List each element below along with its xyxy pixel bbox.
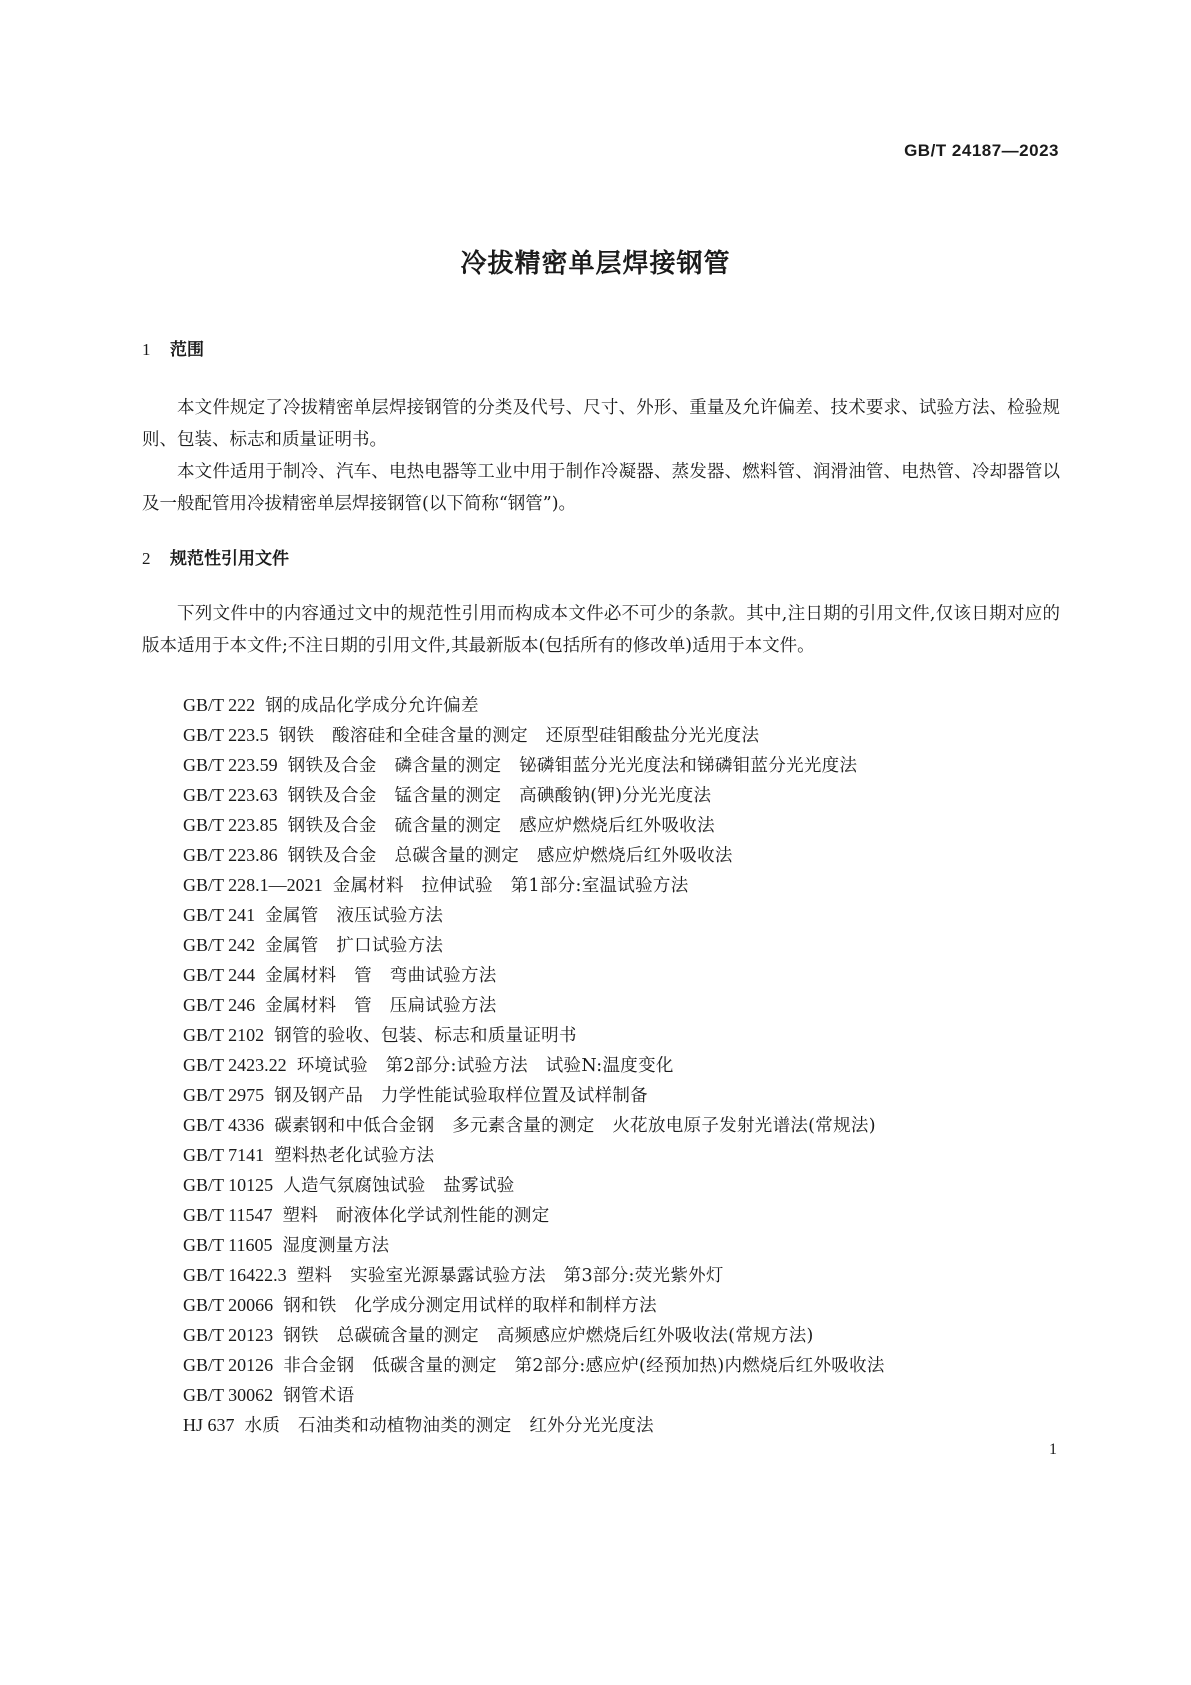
reference-title: 塑料 实验室光源暴露试验方法 第3部分:荧光紫外灯 — [296, 1266, 724, 1286]
reference-code: GB/T 2975 — [183, 1085, 265, 1105]
page-number: 1 — [1049, 1441, 1057, 1458]
section-2-heading — [142, 544, 289, 569]
reference-title: 钢铁及合金 磷含量的测定 铋磷钼蓝分光光度法和锑磷钼蓝分光光度法 — [287, 756, 858, 776]
section-title: 范围 — [170, 340, 204, 360]
reference-code: GB/T 20066 — [183, 1295, 274, 1315]
reference-code: GB/T 7141 — [183, 1145, 265, 1165]
reference-item — [183, 1230, 1063, 1260]
standard-code: GB/T 24187—2023 — [904, 141, 1059, 160]
reference-code: GB/T 2102 — [183, 1025, 265, 1045]
section-2-paragraph-1: 下列文件中的内容通过文中的规范性引用而构成本文件必不可少的条款。其中,注日期的引用文件,仅该日期对应的版本适用于本文件;不注日期的引用文件,其最新版本(包括所有的修改单)适用于本文件。 — [142, 604, 1060, 656]
reference-item — [183, 1080, 1063, 1110]
reference-item — [183, 840, 1063, 870]
reference-title: 水质 石油类和动植物油类的测定 红外分光光度法 — [244, 1416, 654, 1436]
reference-item — [183, 1350, 1063, 1380]
reference-code: GB/T 223.85 — [183, 815, 278, 835]
reference-code: GB/T 20123 — [183, 1325, 274, 1345]
reference-title: 塑料 耐液体化学试剂性能的测定 — [282, 1206, 550, 1226]
reference-title: 钢铁 总碳硫含量的测定 高频感应炉燃烧后红外吸收法(常规方法) — [283, 1326, 814, 1346]
reference-code: GB/T 223.59 — [183, 755, 278, 775]
reference-item — [183, 1410, 1063, 1440]
section-1-paragraph-1: 本文件规定了冷拔精密单层焊接钢管的分类及代号、尺寸、外形、重量及允许偏差、技术要求、试验方法、检验规则、包装、标志和质量证明书。 — [142, 398, 1060, 450]
reference-code: GB/T 228.1—2021 — [183, 875, 323, 895]
reference-item — [183, 960, 1063, 990]
reference-item — [183, 1050, 1063, 1080]
reference-code: GB/T 244 — [183, 965, 256, 985]
reference-title: 钢管的验收、包装、标志和质量证明书 — [274, 1026, 577, 1046]
reference-item — [183, 690, 1063, 720]
reference-item — [183, 750, 1063, 780]
reference-code: GB/T 20126 — [183, 1355, 274, 1375]
reference-title: 金属材料 拉伸试验 第1部分:室温试验方法 — [332, 876, 689, 896]
reference-item — [183, 1260, 1063, 1290]
reference-item — [183, 1020, 1063, 1050]
reference-title: 塑料热老化试验方法 — [274, 1146, 435, 1166]
reference-code: HJ 637 — [183, 1415, 235, 1435]
section-number: 1 — [142, 340, 151, 359]
reference-code: GB/T 11605 — [183, 1235, 273, 1255]
reference-item — [183, 1200, 1063, 1230]
reference-item — [183, 990, 1063, 1020]
reference-code: GB/T 30062 — [183, 1385, 274, 1405]
reference-title: 人造气氛腐蚀试验 盐雾试验 — [283, 1176, 515, 1196]
reference-title: 湿度测量方法 — [282, 1236, 390, 1256]
section-1-heading — [142, 335, 204, 360]
reference-code: GB/T 4336 — [183, 1115, 265, 1135]
reference-code: GB/T 10125 — [183, 1175, 274, 1195]
reference-item — [183, 1110, 1063, 1140]
reference-item — [183, 870, 1063, 900]
reference-title: 钢铁 酸溶硅和全硅含量的测定 还原型硅钼酸盐分光光度法 — [278, 726, 760, 746]
reference-title: 钢及钢产品 力学性能试验取样位置及试样制备 — [274, 1086, 648, 1106]
reference-title: 钢管术语 — [283, 1386, 355, 1406]
reference-item — [183, 1320, 1063, 1350]
reference-title: 钢的成品化学成分允许偏差 — [265, 696, 479, 716]
reference-code: GB/T 246 — [183, 995, 256, 1015]
reference-item — [183, 1170, 1063, 1200]
reference-code: GB/T 222 — [183, 695, 256, 715]
reference-title: 金属管 扩口试验方法 — [265, 936, 444, 956]
reference-title: 非合金钢 低碳含量的测定 第2部分:感应炉(经预加热)内燃烧后红外吸收法 — [283, 1356, 885, 1376]
reference-item — [183, 1290, 1063, 1320]
reference-code: GB/T 16422.3 — [183, 1265, 287, 1285]
reference-title: 钢铁及合金 总碳含量的测定 感应炉燃烧后红外吸收法 — [287, 846, 733, 866]
reference-code: GB/T 242 — [183, 935, 256, 955]
reference-title: 钢和铁 化学成分测定用试样的取样和制样方法 — [283, 1296, 657, 1316]
reference-code: GB/T 223.86 — [183, 845, 278, 865]
reference-title: 金属材料 管 压扁试验方法 — [265, 996, 497, 1016]
reference-item — [183, 720, 1063, 750]
reference-title: 金属管 液压试验方法 — [265, 906, 444, 926]
reference-list — [183, 690, 1063, 1440]
reference-title: 碳素钢和中低合金钢 多元素含量的测定 火花放电原子发射光谱法(常规法) — [274, 1116, 876, 1136]
reference-title: 钢铁及合金 硫含量的测定 感应炉燃烧后红外吸收法 — [287, 816, 715, 836]
reference-code: GB/T 241 — [183, 905, 256, 925]
reference-code: GB/T 223.5 — [183, 725, 269, 745]
reference-item — [183, 810, 1063, 840]
reference-title: 环境试验 第2部分:试验方法 试验N:温度变化 — [296, 1056, 674, 1076]
reference-item — [183, 930, 1063, 960]
reference-item — [183, 1380, 1063, 1410]
reference-item — [183, 1140, 1063, 1170]
reference-code: GB/T 11547 — [183, 1205, 273, 1225]
reference-code: GB/T 2423.22 — [183, 1055, 287, 1075]
section-1-paragraph-2: 本文件适用于制冷、汽车、电热电器等工业中用于制作冷凝器、蒸发器、燃料管、润滑油管、电热管、冷却器管以及一般配管用冷拔精密单层焊接钢管(以下简称“钢管”)。 — [142, 462, 1060, 514]
section-title: 规范性引用文件 — [170, 549, 289, 569]
section-number: 2 — [142, 549, 151, 568]
reference-item — [183, 780, 1063, 810]
document-title: 冷拔精密单层焊接钢管 — [460, 249, 731, 279]
reference-code: GB/T 223.63 — [183, 785, 278, 805]
reference-title: 金属材料 管 弯曲试验方法 — [265, 966, 497, 986]
reference-title: 钢铁及合金 锰含量的测定 高碘酸钠(钾)分光光度法 — [287, 786, 712, 806]
reference-item — [183, 900, 1063, 930]
